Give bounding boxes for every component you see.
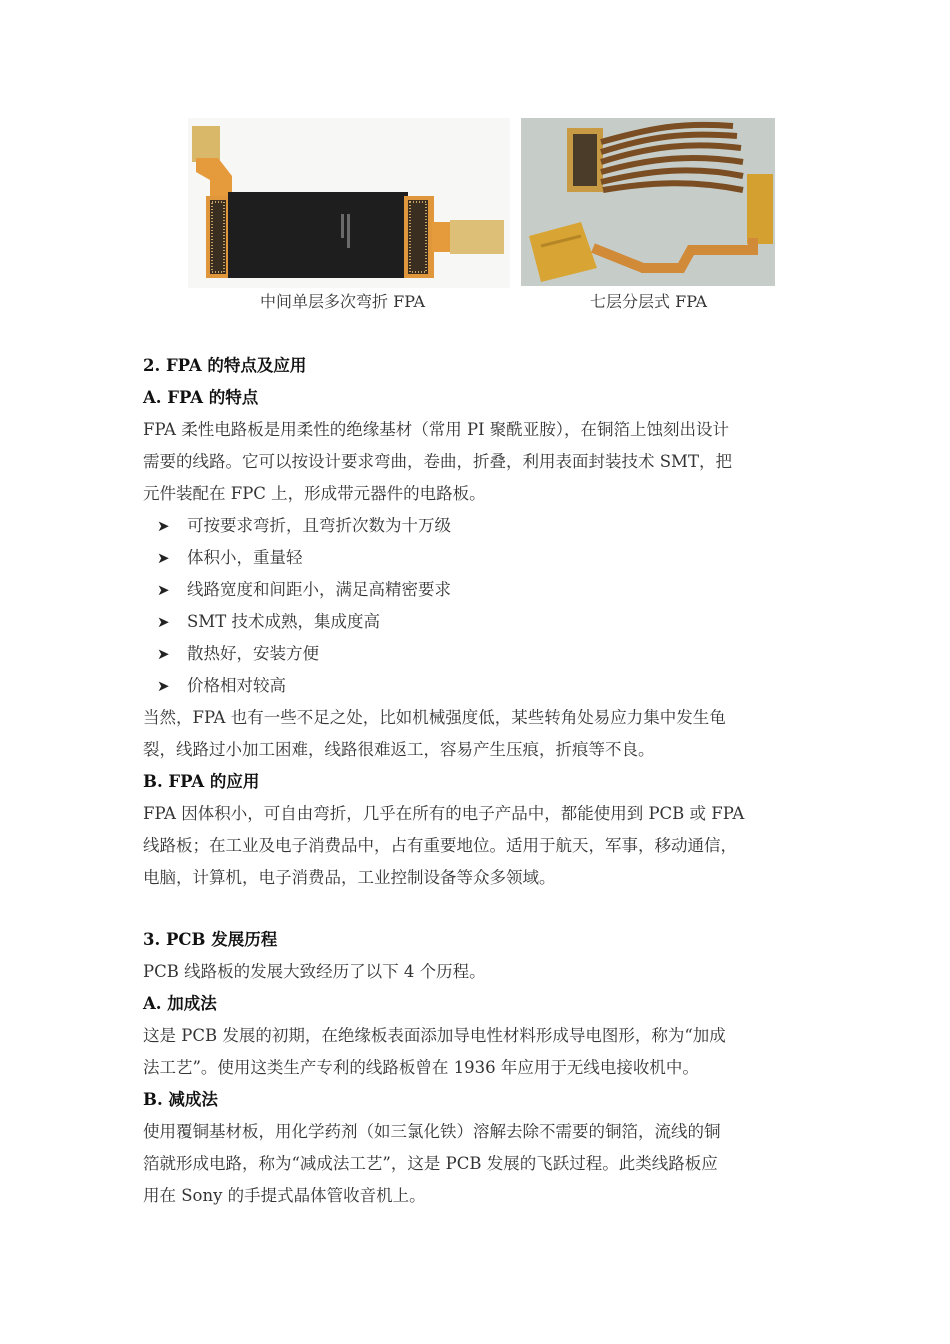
section3b-body-line: 使用覆铜基材板，用化学药剂（如三氯化铁）溶解去除不需要的铜箔，流线的铜 [143, 1122, 721, 1141]
section2b-body-line: 电脑，计算机，电子消费品，工业控制设备等众多领域。 [143, 868, 556, 887]
figure-right-caption: 七层分层式 FPA [590, 292, 708, 311]
section2b-body-line: 线路板；在工业及电子消费品中，占有重要地位。适用于航天，军事，移动通信， [143, 836, 737, 855]
right-arrowhead-icon: ➤ [157, 645, 170, 663]
section2a-intro-line: 需要的线路。它可以按设计要求弯曲，卷曲，折叠，利用表面封装技术 SMT，把 [143, 452, 732, 471]
section2b-heading: B. FPA 的应用 [143, 772, 260, 791]
right-arrowhead-icon: ➤ [157, 517, 170, 535]
right-arrowhead-icon: ➤ [157, 613, 170, 631]
section2-heading: 2. FPA 的特点及应用 [143, 356, 307, 375]
right-arrowhead-icon: ➤ [157, 581, 170, 599]
list-item: ➤ 价格相对较高 [143, 670, 813, 702]
figure-single-layer-fpa [188, 118, 510, 288]
copper-tail [432, 222, 452, 252]
section3-heading: 3. PCB 发展历程 [143, 930, 278, 949]
section2a-intro-line: FPA 柔性电路板是用柔性的绝缘基材（常用 PI 聚酰亚胺），在铜箔上蚀刻出设计 [143, 420, 730, 439]
document-body [143, 350, 813, 1212]
section2a-intro-line: 元件装配在 FPC 上，形成带元器件的电路板。 [143, 484, 486, 503]
right-arrowhead-icon: ➤ [157, 549, 170, 567]
section3a-heading: A. 加成法 [143, 994, 217, 1013]
right-arrowhead-icon: ➤ [157, 677, 170, 695]
section2a-outro-line: 裂，线路过小加工困难，线路很难返工，容易产生压痕，折痕等不良。 [143, 740, 655, 759]
section2b-body-line: FPA 因体积小，可自由弯折，几乎在所有的电子产品中，都能使用到 PCB 或 FPA [143, 804, 745, 823]
fpa-photo-left [188, 118, 510, 288]
list-item: ➤ 可按要求弯折，且弯折次数为十万级 [143, 510, 813, 542]
section3b-body-line: 箔就形成电路，称为“减成法工艺”，这是 PCB 发展的飞跃过程。此类线路板应 [143, 1154, 718, 1173]
section3b-body-line: 用在 Sony 的手提式晶体管收音机上。 [143, 1186, 426, 1205]
list-item: ➤ SMT 技术成熟，集成度高 [143, 606, 813, 638]
section2a-outro-line: 当然，FPA 也有一些不足之处，比如机械强度低，某些转角处易应力集中发生龟 [143, 708, 726, 727]
gold-tab [192, 126, 220, 162]
section3-intro: PCB 线路板的发展大致经历了以下 4 个历程。 [143, 962, 486, 981]
black-flex-body [228, 192, 408, 278]
fpa-photo-right [521, 118, 775, 286]
section3a-body-line: 这是 PCB 发展的初期，在绝缘板表面添加导电性材料形成导电图形，称为“加成 [143, 1026, 726, 1045]
list-item: ➤ 散热好，安装方便 [143, 638, 813, 670]
section3b-heading: B. 减成法 [143, 1090, 218, 1109]
section2a-heading: A. FPA 的特点 [143, 388, 259, 407]
feature-list [143, 510, 813, 702]
gold-pad-right [747, 174, 773, 244]
gold-tab-right [450, 220, 504, 254]
list-item: ➤ 线路宽度和间距小，满足高精密要求 [143, 574, 813, 606]
figure-left-caption: 中间单层多次弯折 FPA [260, 292, 426, 311]
list-item: ➤ 体积小，重量轻 [143, 542, 813, 574]
section3a-body-line: 法工艺”。使用这类生产专利的线路板曾在 1936 年应用于无线电接收机中。 [143, 1058, 699, 1077]
figure-seven-layer-fpa [521, 118, 775, 286]
